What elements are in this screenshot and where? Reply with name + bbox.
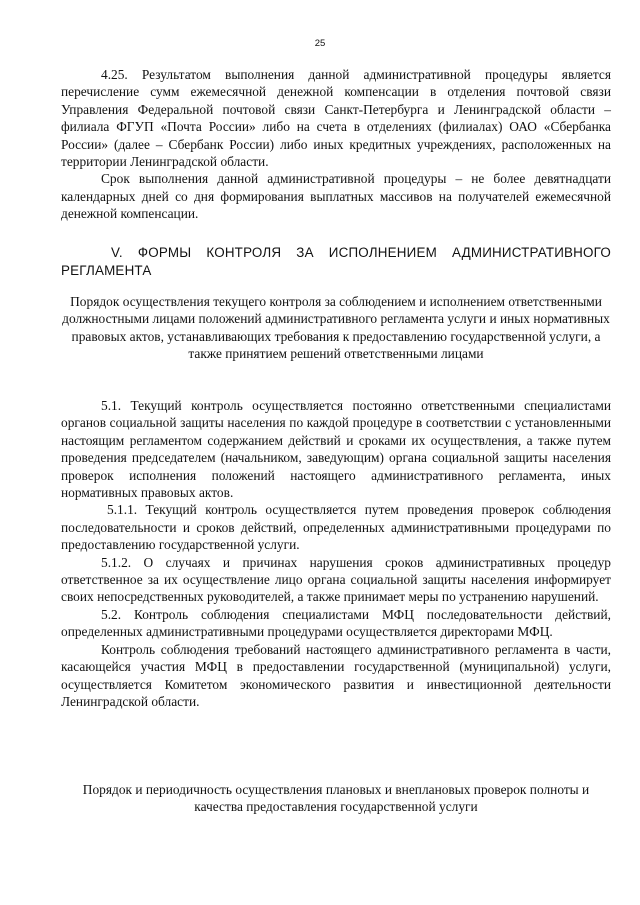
- section-4-25: [61, 66, 611, 223]
- section-5: [61, 397, 611, 710]
- paragraph-term: Срок выполнения данной административной процедуры – не более девятнадцати календарных дней со дня формирования выплатных массивов на получателей ежемесячной денежной компенсации.: [61, 171, 611, 222]
- paragraph-mfc-control: Контроль соблюдения требований настоящего административного регламента в части, касающейся участия МФЦ в предоставлении государственной (муниципальной) услуги, осуществляется Комитетом экономического развития и инвестиционной деятельности Ленинградской области.: [61, 641, 611, 709]
- page-number: 25: [314, 38, 326, 49]
- subheading-text: Порядок осуществления текущего контроля за соблюдением и исполнением ответственными должностными лицами положений административного регламента услуги и иных нормативных правовых актов, устанавливающих требования к предоставлению государственной услуги, а также принятием решений ответственными лицами: [62, 294, 610, 362]
- paragraph-5-1-2: 5.1.2. О случаях и причинах нарушения сроков административных процедур ответственное за их осуществление лицо органа социальной защиты населения информирует своих непосредственных руководителей, а также принимает меры по устранению нарушений.: [61, 554, 611, 605]
- subheading-text: Порядок и периодичность осуществления плановых и внеплановых проверок полноты и качества предоставления государственной услуги: [82, 782, 590, 815]
- paragraph-4-25: 4.25. Результатом выполнения данной административной процедуры является перечисление сумм ежемесячной денежной компенсации в отделения почтовой связи Управления Федеральной почтовой связи Санкт-Петербурга и Ленинградской области – филиала ФГУП «Почта России» либо на счета в отделениях (филиалах) ОАО «Сбербанка России» (далее – Сбербанк России) либо иных кредитных учреждениях, расположенных на территории Ленинградской области.: [61, 67, 611, 170]
- subheading-inspections: [61, 781, 611, 816]
- section-heading: V. ФОРМЫ КОНТРОЛЯ ЗА ИСПОЛНЕНИЕМ АДМИНИСТРАТИВНОГО РЕГЛАМЕНТА: [61, 245, 611, 278]
- paragraph-5-1-1: 5.1.1. Текущий контроль осуществляется путем проведения проверок соблюдения последовательности и сроков действий, определенных административными процедурами по предоставлению государственной услуги.: [61, 502, 611, 553]
- subheading-current-control: [61, 293, 611, 363]
- paragraph-5-2: 5.2. Контроль соблюдения специалистами МФЦ последовательности действий, определенных административными процедурами осуществляется директорами МФЦ.: [61, 606, 611, 640]
- paragraph-5-1: 5.1. Текущий контроль осуществляется постоянно ответственными специалистами органов социальной защиты населения по каждой процедуре в соответствии с установленными настоящим регламентом содержанием действий и сроками их осуществления, а также путем проведения председателем (начальником, заведующим) органа социальной защиты населения проверок исполнения положений настоящего административного регламента, иных нормативных правовых актов.: [61, 398, 611, 501]
